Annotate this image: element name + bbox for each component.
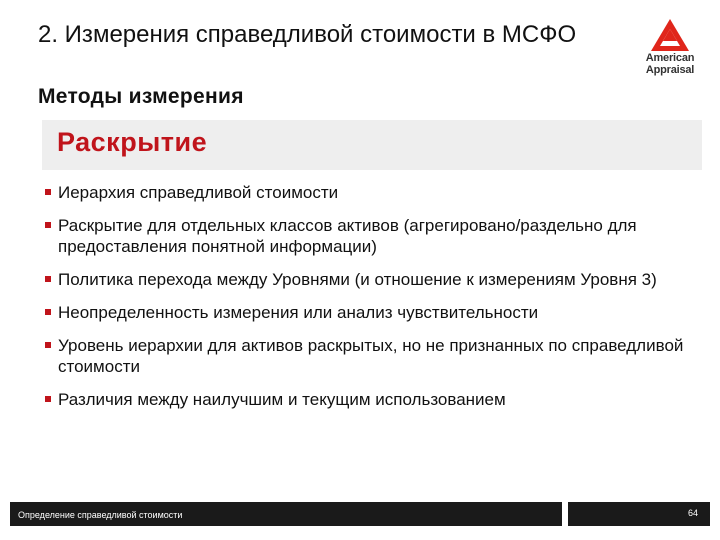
footer-right-bar bbox=[568, 502, 710, 526]
company-logo bbox=[630, 18, 710, 98]
bullet-text: Иерархия справедливой стоимости bbox=[58, 183, 339, 202]
bullet-item bbox=[42, 389, 702, 410]
logo-text-line2: Appraisal bbox=[645, 64, 695, 76]
bullet-item bbox=[42, 215, 702, 257]
bullet-square-icon bbox=[45, 309, 51, 315]
bullet-square-icon bbox=[45, 342, 51, 348]
bullet-item bbox=[42, 335, 702, 377]
bullet-text: Неопределенность измерения или анализ чувствительности bbox=[58, 303, 539, 322]
bullet-item bbox=[42, 182, 702, 203]
bullet-text: Раскрытие для отдельных классов активов (агрегировано/раздельно для предоставления понятной информации) bbox=[58, 216, 637, 256]
logo-text-line1: American bbox=[645, 52, 695, 64]
page-subtitle: Методы измерения bbox=[38, 85, 244, 108]
bullet-item bbox=[42, 269, 702, 290]
bullet-item bbox=[42, 302, 702, 323]
footer-left-bar bbox=[10, 502, 562, 526]
delta-triangle-icon bbox=[650, 18, 690, 52]
bullet-text: Уровень иерархии для активов раскрытых, но не признанных по справедливой стоимости bbox=[58, 336, 684, 376]
bullet-square-icon bbox=[45, 276, 51, 282]
bullet-square-icon bbox=[45, 222, 51, 228]
bullet-square-icon bbox=[45, 189, 51, 195]
page-number: 64 bbox=[687, 508, 698, 518]
section-heading: Раскрытие bbox=[57, 127, 208, 157]
page-title: 2. Измерения справедливой стоимости в МСФО bbox=[38, 21, 577, 48]
footer-text: Определение справедливой стоимости bbox=[18, 510, 183, 520]
bullet-list bbox=[42, 182, 702, 422]
bullet-text: Различия между наилучшим и текущим использованием bbox=[58, 390, 506, 409]
bullet-square-icon bbox=[45, 396, 51, 402]
bullet-text: Политика перехода между Уровнями (и отношение к измерениям Уровня 3) bbox=[58, 270, 657, 289]
footer-bar bbox=[10, 502, 710, 526]
